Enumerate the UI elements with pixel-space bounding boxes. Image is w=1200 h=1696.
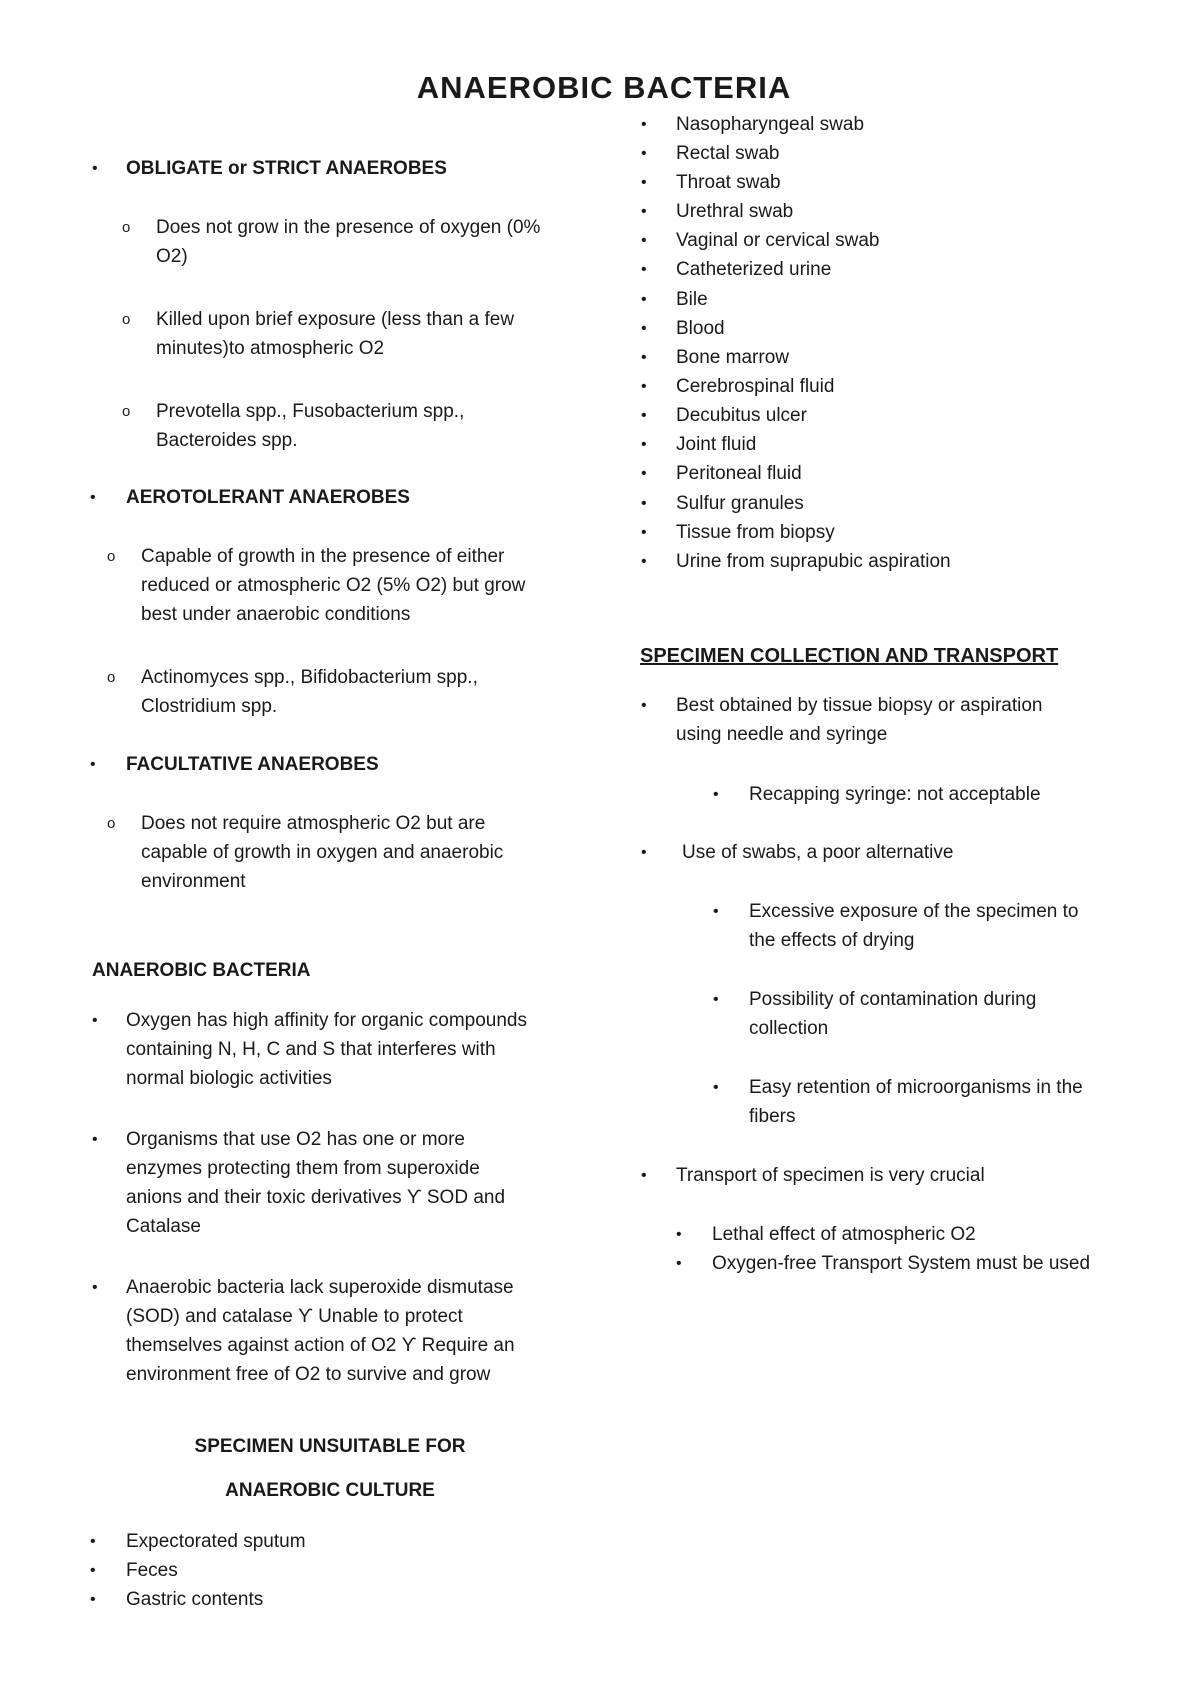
bullet-icon: • <box>641 145 647 162</box>
anaerobic-item-3-line-2: (SOD) and catalase ϒ Unable to protect <box>126 1306 463 1327</box>
suitable-list-item: Decubitus ulcer <box>676 405 807 426</box>
collection-item-1-line-2: using needle and syringe <box>676 724 888 745</box>
anaerobic-item-3-line-1: Anaerobic bacteria lack superoxide dismutase <box>126 1277 514 1298</box>
aerotolerant-item-1-line-1: Capable of growth in the presence of either <box>141 546 505 567</box>
circle-bullet-icon: o <box>107 548 116 565</box>
bullet-icon: • <box>92 160 98 177</box>
bullet-icon: • <box>713 991 719 1008</box>
suitable-list-item: Bone marrow <box>676 347 789 368</box>
section-heading-facultative: FACULTATIVE ANAEROBES <box>126 754 379 775</box>
bullet-icon: • <box>641 524 647 541</box>
facultative-item-1-line-1: Does not require atmospheric O2 but are <box>141 813 486 834</box>
section-heading-unsuitable-line-2: ANAEROBIC CULTURE <box>225 1480 435 1501</box>
section-heading-collection-transport: SPECIMEN COLLECTION AND TRANSPORT <box>640 645 1059 667</box>
suitable-list-item: Sulfur granules <box>676 493 804 514</box>
facultative-item-1-line-3: environment <box>141 871 246 892</box>
swab-subitem-1-line-2: the effects of drying <box>749 930 915 951</box>
bullet-icon: • <box>641 378 647 395</box>
bullet-icon: • <box>92 1012 98 1029</box>
bullet-icon: • <box>641 465 647 482</box>
suitable-list-item: Bile <box>676 289 708 310</box>
bullet-icon: • <box>641 320 647 337</box>
aerotolerant-item-2-line-1: Actinomyces spp., Bifidobacterium spp., <box>141 667 478 688</box>
suitable-list-item: Catheterized urine <box>676 259 832 280</box>
bullet-icon: • <box>641 291 647 308</box>
bullet-icon: • <box>713 786 719 803</box>
bullet-icon: • <box>641 203 647 220</box>
swab-subitem-2-line-2: collection <box>749 1018 829 1039</box>
bullet-icon: • <box>92 1279 98 1296</box>
suitable-list-item: Urethral swab <box>676 201 794 222</box>
circle-bullet-icon: o <box>107 669 116 686</box>
suitable-list-item: Vaginal or cervical swab <box>676 230 880 251</box>
anaerobic-item-2-line-3: anions and their toxic derivatives ϒ SOD and <box>126 1187 506 1208</box>
obligate-item-2-line-2: minutes)to atmospheric O2 <box>156 338 385 359</box>
bullet-icon: • <box>641 116 647 133</box>
anaerobic-item-3-line-3: themselves against action of O2 ϒ Require an <box>126 1335 515 1356</box>
suitable-list-item: Nasopharyngeal swab <box>676 114 865 135</box>
transport-subitem-1: Lethal effect of atmospheric O2 <box>712 1224 976 1245</box>
anaerobic-item-2-line-4: Catalase <box>126 1216 201 1237</box>
unsuitable-item-2: Feces <box>126 1560 178 1581</box>
bullet-icon: • <box>90 489 96 506</box>
anaerobic-item-2-line-1: Organisms that use O2 has one or more <box>126 1129 465 1150</box>
bullet-icon: • <box>90 1562 96 1579</box>
bullet-icon: • <box>641 436 647 453</box>
bullet-icon: • <box>90 1533 96 1550</box>
suitable-list-item: Blood <box>676 318 725 339</box>
document-title: ANAEROBIC BACTERIA <box>416 70 792 105</box>
bullet-icon: • <box>713 1079 719 1096</box>
unsuitable-item-1: Expectorated sputum <box>126 1531 306 1552</box>
obligate-item-3-line-2: Bacteroides spp. <box>156 430 298 451</box>
swab-subitem-2-line-1: Possibility of contamination during <box>749 989 1037 1010</box>
circle-bullet-icon: o <box>107 815 116 832</box>
anaerobic-item-1-line-3: normal biologic activities <box>126 1068 332 1089</box>
aerotolerant-item-1-line-2: reduced or atmospheric O2 (5% O2) but grow <box>141 575 526 596</box>
suitable-list-item: Cerebrospinal fluid <box>676 376 835 397</box>
collection-item-transport: Transport of specimen is very crucial <box>676 1165 985 1186</box>
circle-bullet-icon: o <box>122 403 131 420</box>
swab-subitem-1-line-1: Excessive exposure of the specimen to <box>749 901 1079 922</box>
collection-subitem-recapping: Recapping syringe: not acceptable <box>749 784 1041 805</box>
obligate-item-1-line-1: Does not grow in the presence of oxygen (0% <box>156 217 541 238</box>
bullet-icon: • <box>641 1167 647 1184</box>
suitable-list-item: Rectal swab <box>676 143 780 164</box>
bullet-icon: • <box>641 553 647 570</box>
circle-bullet-icon: o <box>122 311 131 328</box>
anaerobic-item-1-line-1: Oxygen has high affinity for organic compounds <box>126 1010 527 1031</box>
bullet-icon: • <box>641 697 647 714</box>
anaerobic-item-1-line-2: containing N, H, C and S that interferes with <box>126 1039 496 1060</box>
bullet-icon: • <box>90 756 96 773</box>
suitable-list-item: Tissue from biopsy <box>676 522 835 543</box>
section-heading-aerotolerant: AEROTOLERANT ANAEROBES <box>126 487 410 508</box>
facultative-item-1-line-2: capable of growth in oxygen and anaerobic <box>141 842 504 863</box>
bullet-icon: • <box>641 844 647 861</box>
swab-subitem-3-line-2: fibers <box>749 1106 796 1127</box>
suitable-list-item: Joint fluid <box>676 434 757 455</box>
bullet-icon: • <box>641 495 647 512</box>
bullet-icon: • <box>641 407 647 424</box>
collection-item-swabs: Use of swabs, a poor alternative <box>682 842 954 863</box>
bullet-icon: • <box>641 232 647 249</box>
anaerobic-item-3-line-4: environment free of O2 to survive and grow <box>126 1364 491 1385</box>
bullet-icon: • <box>90 1591 96 1608</box>
bullet-icon: • <box>641 261 647 278</box>
unsuitable-item-3: Gastric contents <box>126 1589 264 1610</box>
bullet-icon: • <box>676 1226 682 1243</box>
bullet-icon: • <box>713 903 719 920</box>
swab-subitem-3-line-1: Easy retention of microorganisms in the <box>749 1077 1083 1098</box>
bullet-icon: • <box>92 1131 98 1148</box>
aerotolerant-item-2-line-2: Clostridium spp. <box>141 696 278 717</box>
anaerobic-item-2-line-2: enzymes protecting them from superoxide <box>126 1158 480 1179</box>
obligate-item-2-line-1: Killed upon brief exposure (less than a few <box>156 309 515 330</box>
bullet-icon: • <box>676 1255 682 1272</box>
obligate-item-1-line-2: O2) <box>156 246 188 267</box>
section-heading-anaerobic-bacteria: ANAEROBIC BACTERIA <box>92 960 311 981</box>
suitable-list-item: Peritoneal fluid <box>676 463 802 484</box>
aerotolerant-item-1-line-3: best under anaerobic conditions <box>141 604 411 625</box>
bullet-icon: • <box>641 349 647 366</box>
suitable-list-item: Throat swab <box>676 172 781 193</box>
obligate-item-3-line-1: Prevotella spp., Fusobacterium spp., <box>156 401 465 422</box>
suitable-list-item: Urine from suprapubic aspiration <box>676 551 951 572</box>
section-heading-unsuitable-line-1: SPECIMEN UNSUITABLE FOR <box>194 1436 466 1457</box>
circle-bullet-icon: o <box>122 219 131 236</box>
bullet-icon: • <box>641 174 647 191</box>
transport-subitem-2: Oxygen-free Transport System must be used <box>712 1253 1091 1274</box>
section-heading-obligate: OBLIGATE or STRICT ANAEROBES <box>126 158 447 179</box>
collection-item-1-line-1: Best obtained by tissue biopsy or aspiration <box>676 695 1043 716</box>
